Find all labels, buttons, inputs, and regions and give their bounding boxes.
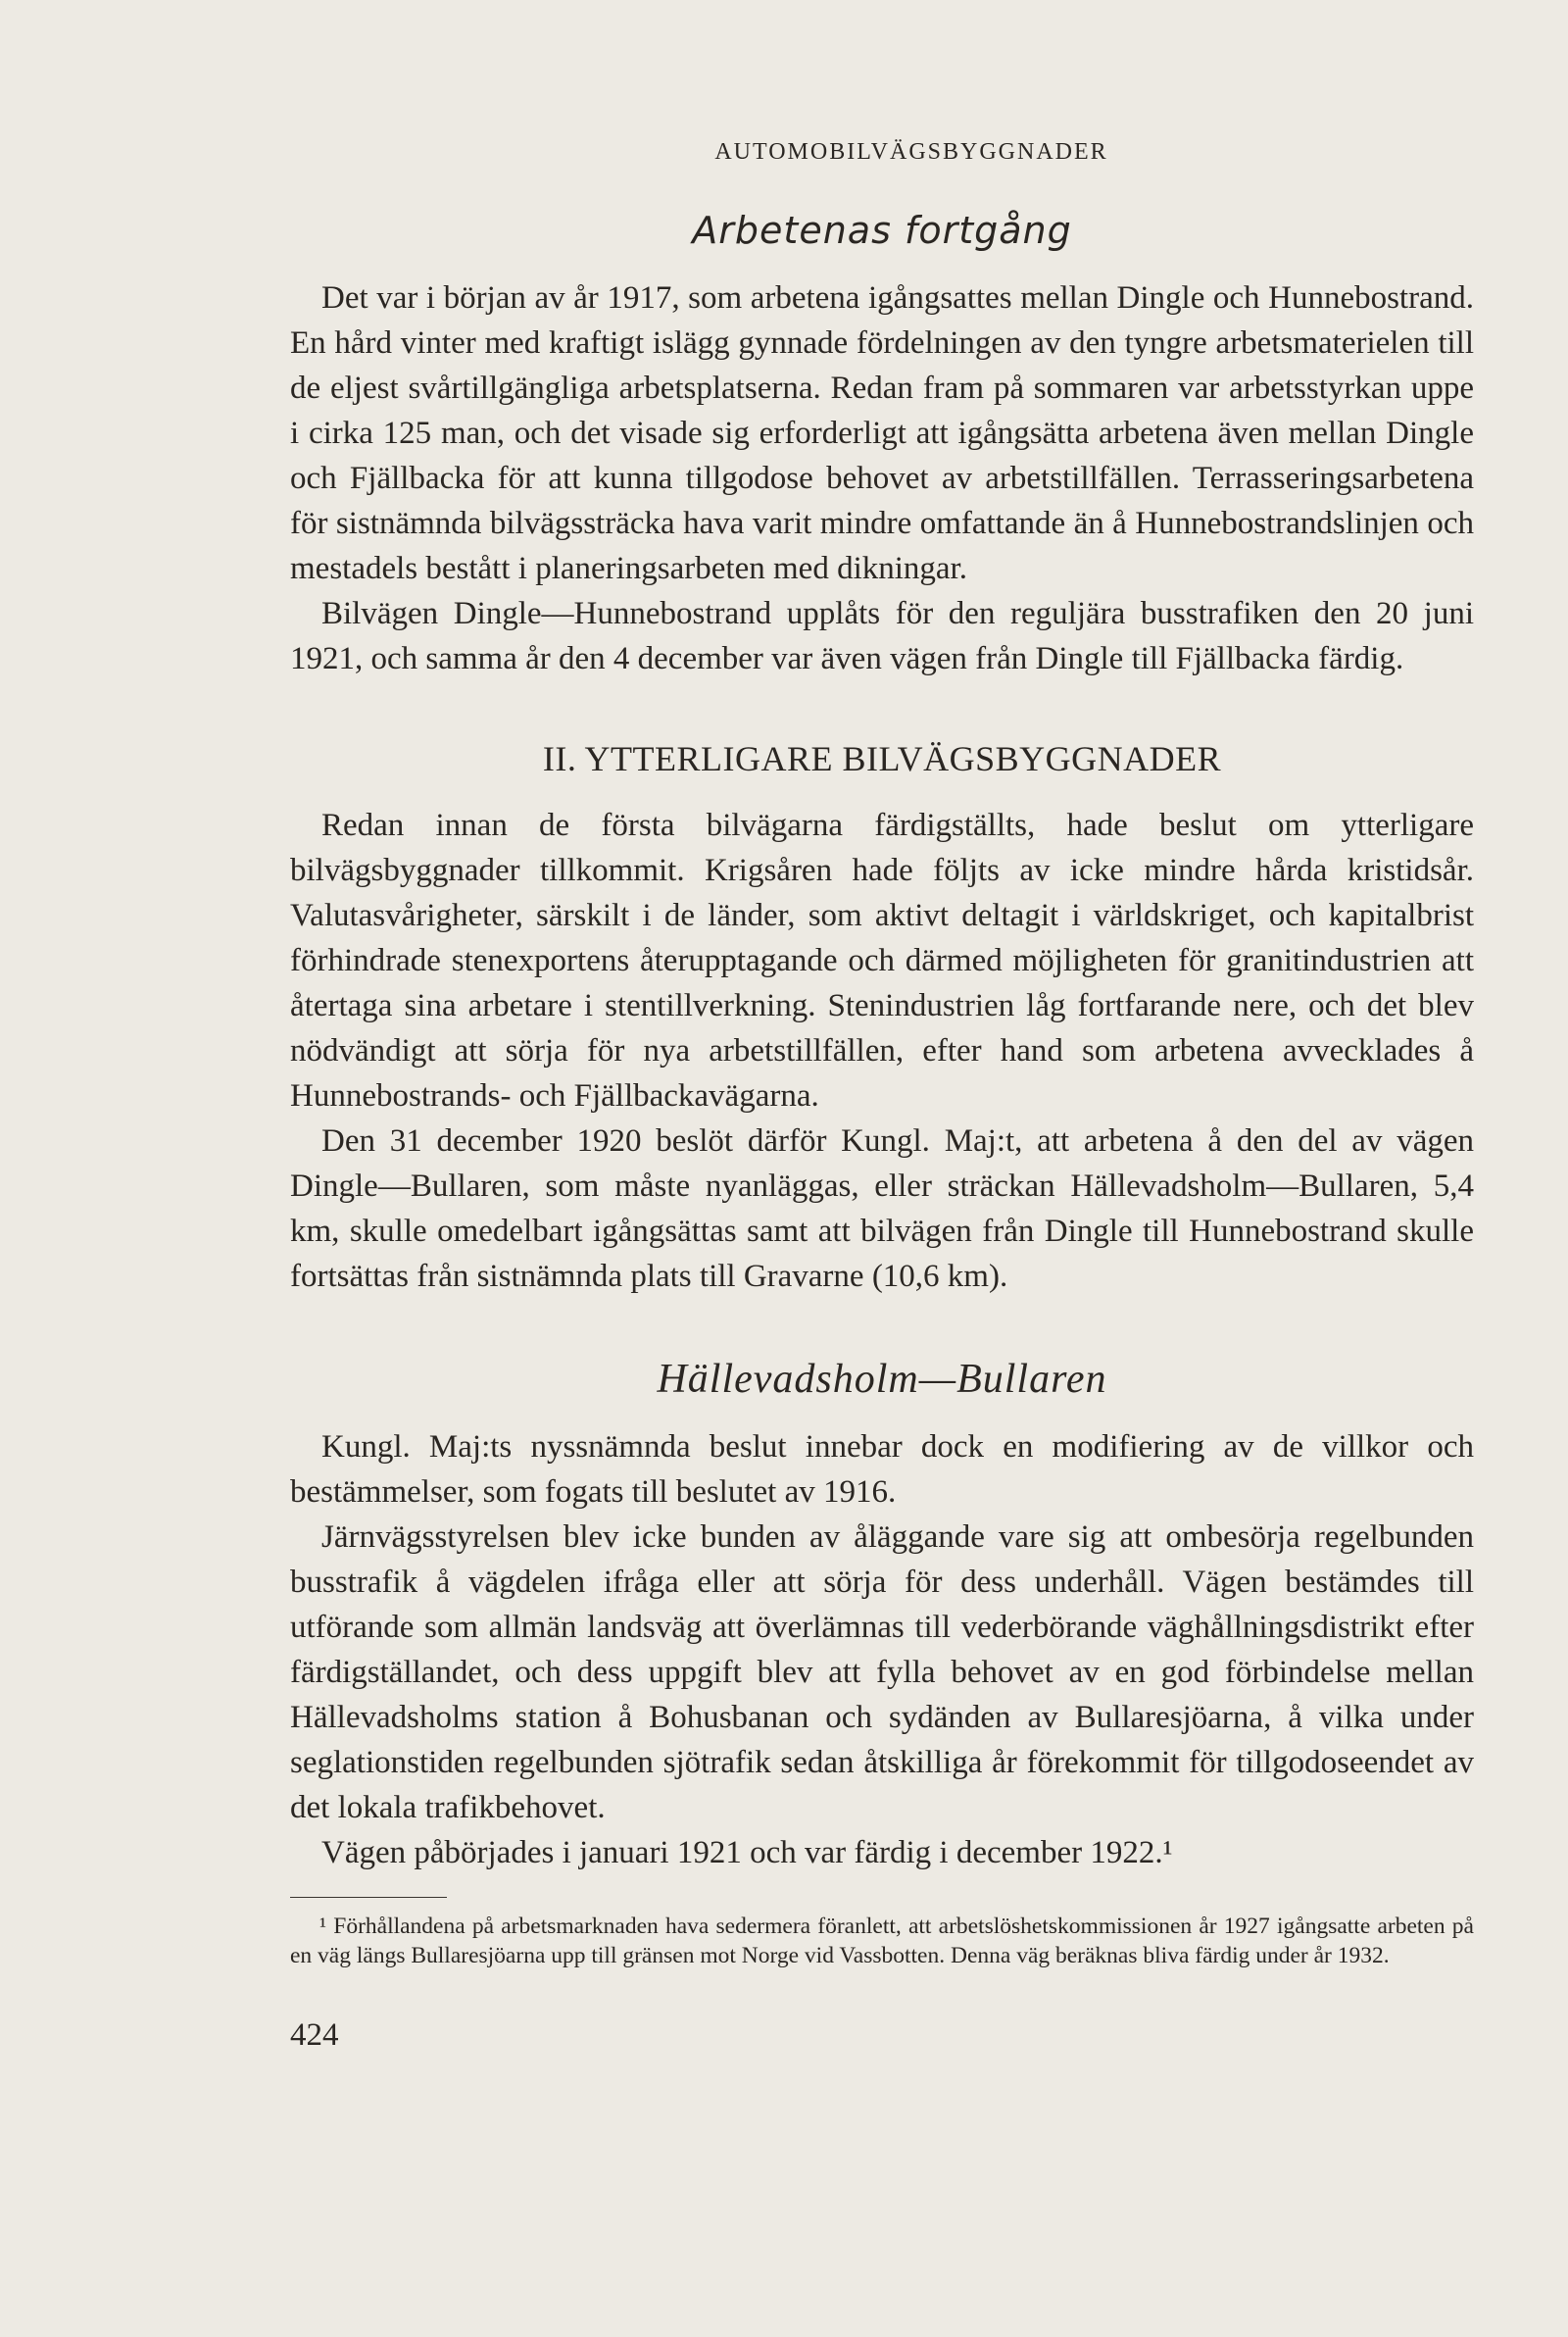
running-head: AUTOMOBILVÄGSBYGGNADER (714, 139, 1108, 165)
section-heading-arbetenas-fortgang: Arbetenas fortgång (692, 209, 1072, 252)
paragraph: Den 31 december 1920 beslöt därför Kungl. Maj:t, att arbetena å den del av vägen Dingle—Bullaren, som måste nyanläggas, eller sträckan Hällevadsholm—Bullaren, 5,4 km, skulle omedelbart igångsättas samt att bilvägen från Dingle till Hunnebostrand skulle fortsättas från sistnämnda plats till Gravarne (10,6 km). (290, 1123, 1474, 1294)
footnote-divider (290, 1897, 447, 1898)
paragraph: Järnvägsstyrelsen blev icke bunden av åläggande vare sig att ombesörja regelbunden busstrafik å vägdelen ifråga eller att sörja för dess underhåll. Vägen bestämdes till utförande som allmän landsväg att överlämnas till vederbörande väghållningsdistrikt efter färdigställandet, och dess uppgift blev att fylla behovet av en god förbindelse mellan Hällevadsholms station å Bohusbanan och sydänden av Bullaresjöarna, å vilka under seglationstiden regelbunden sjötrafik sedan åtskilliga år förekommit för tillgodoseendet av det lokala trafikbehovet. (290, 1519, 1474, 1825)
paragraph: Kungl. Maj:ts nyssnämnda beslut innebar dock en modifiering av de villkor och bestämmelser, som fogats till beslutet av 1916. (290, 1429, 1474, 1510)
paragraph: Bilvägen Dingle—Hunnebostrand upplåts för den reguljära busstrafiken den 20 juni 1921, och samma år den 4 december var även vägen från Dingle till Fjällbacka färdig. (290, 596, 1474, 676)
section-heading-hallevadsholm-bullaren: Hällevadsholm—Bullaren (657, 1357, 1107, 1402)
text-column (290, 139, 1474, 2054)
footnote: ¹ Förhållandena på arbetsmarknaden hava sedermera föranlett, att arbetslöshetskommissionen år 1927 igångsatte arbeten på en väg längs Bullaresjöarna upp till gränsen mot Norge vid Vassbotten. Denna väg beräknas bliva färdig under år 1932. (290, 1914, 1474, 1968)
section-heading-ytterligare-bilvagsbyggnader: II. YTTERLIGARE BILVÄGSBYGGNADER (542, 739, 1222, 778)
page-number: 424 (290, 2017, 339, 2053)
paragraph: Redan innan de första bilvägarna färdigställts, hade beslut om ytterligare bilvägsbyggnader tillkommit. Krigsåren hade följts av icke mindre hårda kristidsår. Valutasvårigheter, särskilt i de länder, som aktivt deltagit i världskriget, och kapitalbrist förhindrade stenexportens återupptagande och därmed möjligheten för granitindustrien att återtaga sina arbetare i stentillverkning. Stenindustrien låg fortfarande nere, och det blev nödvändigt att sörja för nya arbetstillfällen, efter hand som arbetena avvecklades å Hunnebostrands- och Fjällbackavägarna. (290, 808, 1474, 1114)
paragraph: Det var i början av år 1917, som arbetena igångsattes mellan Dingle och Hunnebostrand. En hård vinter med kraftigt islägg gynnade fördelningen av den tyngre arbetsmaterielen till de eljest svårtillgängliga arbetsplatserna. Redan fram på sommaren var arbetsstyrkan uppe i cirka 125 man, och det visade sig erforderligt att igångsätta arbetena även mellan Dingle och Fjällbacka för att kunna tillgodose behovet av arbetstillfällen. Terrasseringsarbetena för sistnämnda bilvägssträcka hava varit mindre omfattande än å Hunnebostrandslinjen och mestadels bestått i planeringsarbeten med dikningar. (290, 280, 1474, 586)
paragraph: Vägen påbörjades i januari 1921 och var färdig i december 1922.¹ (321, 1835, 1173, 1870)
